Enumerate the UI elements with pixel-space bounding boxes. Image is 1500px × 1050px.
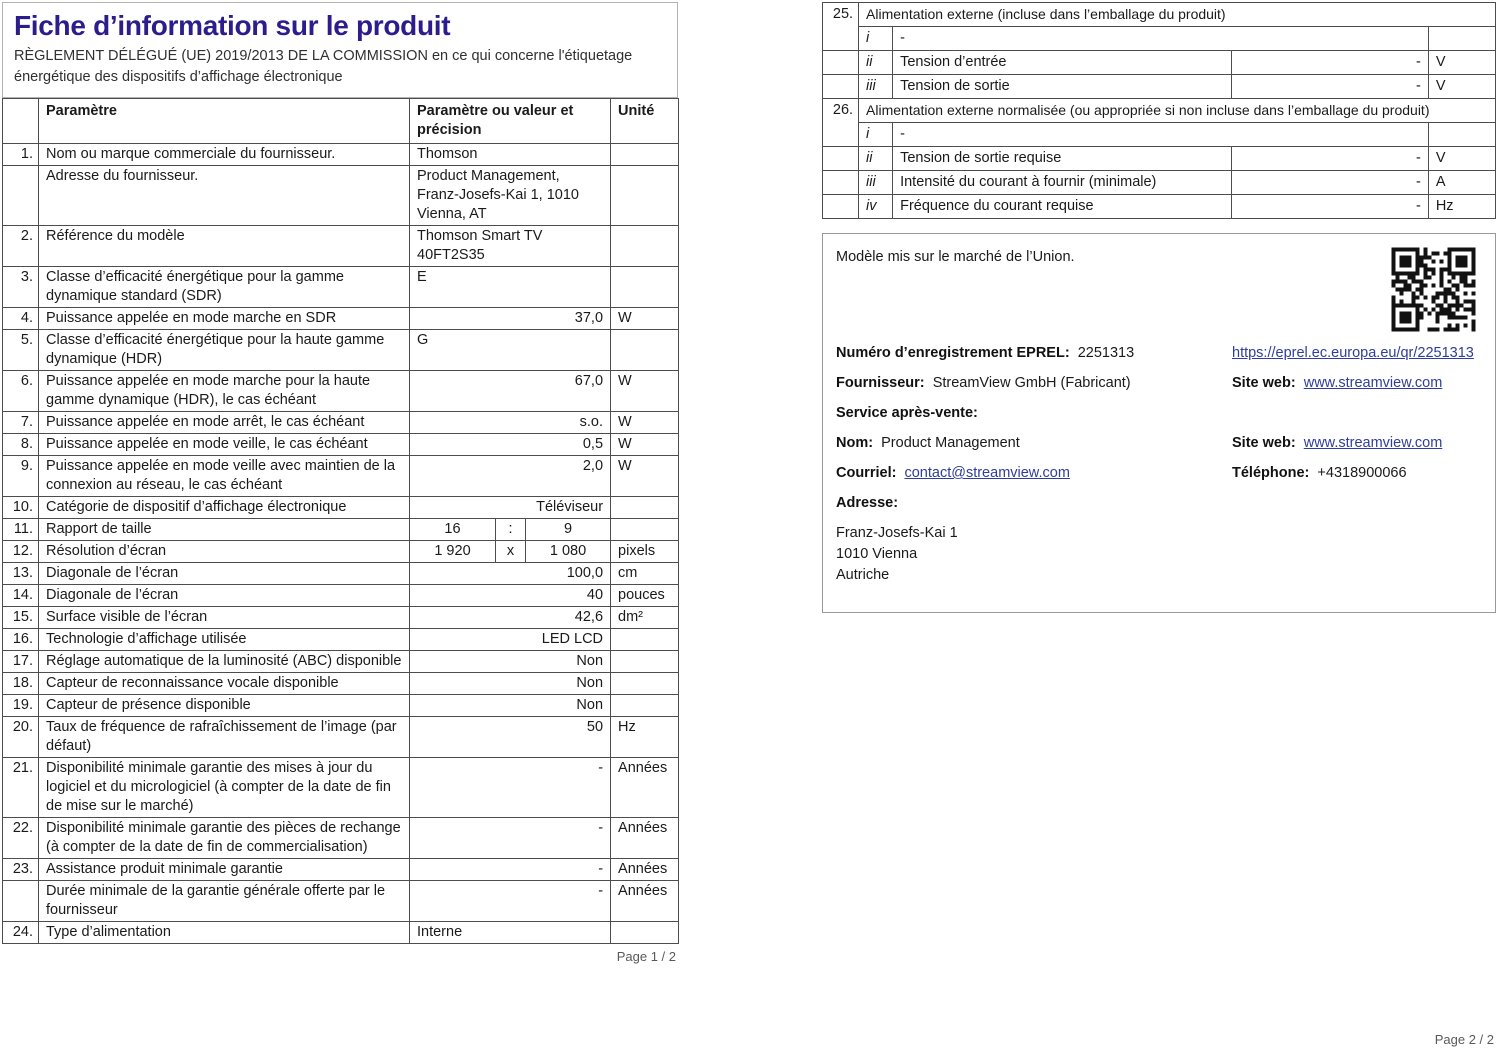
table-row <box>823 27 1496 51</box>
page-title: Fiche d’information sur le produit <box>14 10 451 41</box>
row-numeral: iv <box>859 195 893 219</box>
row-value-sep: x <box>496 541 526 563</box>
row-number: 11. <box>3 519 39 541</box>
row-label: Puissance appelée en mode veille avec maintien de la connexion au réseau, le cas échéant <box>39 456 410 497</box>
row-number: 15. <box>3 607 39 629</box>
row-label: - <box>893 123 1429 147</box>
info-cell <box>836 523 1232 543</box>
row-value: - <box>1231 171 1428 195</box>
row-label: Durée minimale de la garantie générale offerte par le fournisseur <box>39 881 410 922</box>
row-number <box>823 171 859 195</box>
row-label: Puissance appelée en mode veille, le cas échéant <box>39 434 410 456</box>
info-label: Courriel: <box>836 465 897 481</box>
info-cell <box>1232 373 1482 393</box>
row-label: Nom ou marque commerciale du fournisseur. <box>39 144 410 166</box>
row-number: 21. <box>3 758 39 818</box>
page-subtitle: RÈGLEMENT DÉLÉGUÉ (UE) 2019/2013 DE LA COMMISSION en ce qui concerne l'étiquetage énergétique des dispositifs d’affichage électronique <box>14 48 633 85</box>
row-number: 12. <box>3 541 39 563</box>
market-info-box <box>822 233 1496 613</box>
row-unit <box>611 144 679 166</box>
row-value: - <box>410 758 611 818</box>
row-value: G <box>410 330 611 371</box>
row-number: 7. <box>3 412 39 434</box>
page-2 <box>822 2 1496 1046</box>
section-header-row <box>823 3 1496 27</box>
row-label: Réglage automatique de la luminosité (ABC) disponible <box>39 651 410 673</box>
row-label: Disponibilité minimale garantie des pièces de rechange (à compter de la date de fin de commercialisation) <box>39 818 410 859</box>
table-row <box>3 456 679 497</box>
row-number: 19. <box>3 695 39 717</box>
table-row <box>3 412 679 434</box>
table-row <box>823 195 1496 219</box>
section-number: 26. <box>823 99 859 147</box>
table-row <box>3 717 679 758</box>
row-value: - <box>1231 195 1428 219</box>
info-label: Nom: <box>836 435 874 451</box>
row-label: Puissance appelée en mode arrêt, le cas échéant <box>39 412 410 434</box>
row-label: Technologie d’affichage utilisée <box>39 629 410 651</box>
row-number: 23. <box>3 859 39 881</box>
info-row <box>836 544 1482 564</box>
info-link[interactable]: https://eprel.ec.europa.eu/qr/2251313 <box>1232 345 1474 361</box>
row-label: Classe d’efficacité énergétique pour la gamme dynamique standard (SDR) <box>39 267 410 308</box>
row-unit: W <box>611 371 679 412</box>
row-value: - <box>410 859 611 881</box>
header-parametre: Paramètre <box>39 99 410 144</box>
row-value: 42,6 <box>410 607 611 629</box>
row-value: 100,0 <box>410 563 611 585</box>
row-label: Intensité du courant à fournir (minimale) <box>893 171 1231 195</box>
row-unit: W <box>611 412 679 434</box>
info-row <box>836 523 1482 543</box>
row-number: 13. <box>3 563 39 585</box>
row-unit <box>611 695 679 717</box>
info-label: Téléphone: <box>1232 465 1310 481</box>
page-1 <box>2 2 678 964</box>
table-row <box>3 651 679 673</box>
table-row <box>3 166 679 226</box>
row-number <box>823 75 859 99</box>
external-power-table <box>822 2 1496 219</box>
row-label: Adresse du fournisseur. <box>39 166 410 226</box>
info-cell-empty <box>1232 403 1482 423</box>
row-label: Puissance appelée en mode marche pour la haute gamme dynamique (HDR), le cas échéant <box>39 371 410 412</box>
row-numeral: i <box>859 123 893 147</box>
table-row <box>3 818 679 859</box>
row-label: - <box>893 27 1429 51</box>
info-value: 1010 Vienna <box>836 546 918 562</box>
table-row <box>3 226 679 267</box>
row-value-sep: : <box>496 519 526 541</box>
table-row <box>3 308 679 330</box>
info-cell <box>836 565 1232 585</box>
row-value: - <box>1231 51 1428 75</box>
row-unit: Hz <box>611 717 679 758</box>
row-number <box>823 51 859 75</box>
row-unit <box>611 673 679 695</box>
row-number: 20. <box>3 717 39 758</box>
table-row <box>823 123 1496 147</box>
table-row <box>3 519 679 541</box>
row-unit: Années <box>611 859 679 881</box>
info-cell-empty <box>1232 544 1482 564</box>
table-row <box>823 51 1496 75</box>
section-number: 25. <box>823 3 859 51</box>
info-cell <box>836 463 1232 483</box>
row-value: - <box>1231 75 1428 99</box>
info-value: Product Management <box>881 435 1020 451</box>
info-link[interactable]: www.streamview.com <box>1303 435 1443 451</box>
info-link[interactable]: contact@streamview.com <box>904 465 1070 481</box>
table-row <box>3 758 679 818</box>
info-label: Service après-vente: <box>836 405 978 421</box>
info-row <box>836 493 1482 513</box>
info-row <box>836 463 1482 483</box>
row-unit: pixels <box>611 541 679 563</box>
row-unit: Années <box>611 818 679 859</box>
info-row <box>836 433 1482 453</box>
row-unit <box>611 166 679 226</box>
info-value: Autriche <box>836 567 890 583</box>
row-value: s.o. <box>410 412 611 434</box>
row-label: Résolution d’écran <box>39 541 410 563</box>
row-unit <box>611 226 679 267</box>
table-row <box>823 147 1496 171</box>
row-value: - <box>410 881 611 922</box>
header-valeur: Paramètre ou valeur et précision <box>410 99 611 144</box>
page-2-footer: Page 2 / 2 <box>1434 1032 1494 1047</box>
row-value: Téléviseur <box>410 497 611 519</box>
table-row <box>3 434 679 456</box>
table-row <box>3 673 679 695</box>
table-row <box>3 497 679 519</box>
table-header-row <box>3 99 679 144</box>
table-row <box>823 75 1496 99</box>
row-number: 18. <box>3 673 39 695</box>
row-number: 5. <box>3 330 39 371</box>
row-label: Rapport de taille <box>39 519 410 541</box>
row-label: Fréquence du courant requise <box>893 195 1231 219</box>
qr-code-icon <box>1390 246 1477 333</box>
row-label: Référence du modèle <box>39 226 410 267</box>
row-unit <box>611 330 679 371</box>
row-unit: W <box>611 434 679 456</box>
row-label: Tension de sortie requise <box>893 147 1231 171</box>
section-header-row <box>823 99 1496 123</box>
info-box-rows <box>836 343 1482 585</box>
row-value-b: 9 <box>526 519 611 541</box>
table-row <box>823 171 1496 195</box>
row-unit <box>611 519 679 541</box>
table-row <box>3 330 679 371</box>
row-value: 37,0 <box>410 308 611 330</box>
row-unit <box>1428 27 1495 51</box>
info-cell <box>836 544 1232 564</box>
row-numeral: iii <box>859 75 893 99</box>
row-unit: Hz <box>1428 195 1495 219</box>
row-value: 2,0 <box>410 456 611 497</box>
table-row <box>3 695 679 717</box>
row-number: 6. <box>3 371 39 412</box>
info-value: 2251313 <box>1077 345 1135 361</box>
info-cell <box>1232 343 1482 363</box>
row-number: 10. <box>3 497 39 519</box>
info-box-header <box>836 245 1482 343</box>
info-cell <box>836 433 1232 453</box>
row-number: 24. <box>3 922 39 944</box>
info-cell-empty <box>1232 523 1482 543</box>
row-number: 1. <box>3 144 39 166</box>
row-value: Non <box>410 695 611 717</box>
info-value: StreamView GmbH (Fabricant) <box>932 375 1131 391</box>
row-number <box>823 147 859 171</box>
row-value-a: 1 920 <box>410 541 496 563</box>
row-value: E <box>410 267 611 308</box>
row-label: Classe d’efficacité énergétique pour la haute gamme dynamique (HDR) <box>39 330 410 371</box>
row-value: 40 <box>410 585 611 607</box>
row-label: Puissance appelée en mode marche en SDR <box>39 308 410 330</box>
row-unit <box>1428 123 1495 147</box>
row-value-a: 16 <box>410 519 496 541</box>
row-value: 50 <box>410 717 611 758</box>
row-numeral: ii <box>859 51 893 75</box>
info-row <box>836 373 1482 393</box>
row-number: 17. <box>3 651 39 673</box>
row-label: Capteur de présence disponible <box>39 695 410 717</box>
row-unit: W <box>611 308 679 330</box>
row-value: 67,0 <box>410 371 611 412</box>
row-label: Disponibilité minimale garantie des mises à jour du logiciel et du micrologiciel (à compter de la date de fin de mise sur le marché) <box>39 758 410 818</box>
table-row <box>3 585 679 607</box>
row-unit <box>611 497 679 519</box>
row-unit <box>611 651 679 673</box>
row-label: Surface visible de l’écran <box>39 607 410 629</box>
info-cell <box>836 493 1232 513</box>
row-value-b: 1 080 <box>526 541 611 563</box>
row-unit: pouces <box>611 585 679 607</box>
row-label: Assistance produit minimale garantie <box>39 859 410 881</box>
row-numeral: ii <box>859 147 893 171</box>
page-1-footer: Page 1 / 2 <box>616 949 676 964</box>
row-number: 3. <box>3 267 39 308</box>
table-row <box>3 371 679 412</box>
row-label: Taux de fréquence de rafraîchissement de l’image (par défaut) <box>39 717 410 758</box>
table-row <box>3 541 679 563</box>
row-value: Non <box>410 673 611 695</box>
row-numeral: i <box>859 27 893 51</box>
table-row <box>3 144 679 166</box>
section-title: Alimentation externe normalisée (ou appropriée si non incluse dans l’emballage du produit) <box>859 99 1496 123</box>
row-label: Catégorie de dispositif d’affichage électronique <box>39 497 410 519</box>
info-link[interactable]: www.streamview.com <box>1303 375 1443 391</box>
info-label: Numéro d’enregistrement EPREL: <box>836 345 1070 361</box>
row-value: LED LCD <box>410 629 611 651</box>
row-number <box>3 881 39 922</box>
section-title: Alimentation externe (incluse dans l’emballage du produit) <box>859 3 1496 27</box>
info-label: Adresse: <box>836 495 899 511</box>
row-value: Product Management, Franz-Josefs-Kai 1, 1010 Vienna, AT <box>410 166 611 226</box>
row-unit: A <box>1428 171 1495 195</box>
table-row <box>3 607 679 629</box>
info-label: Fournisseur: <box>836 375 925 391</box>
title-box <box>2 2 678 98</box>
row-value: Non <box>410 651 611 673</box>
table-row <box>3 267 679 308</box>
row-value: - <box>1231 147 1428 171</box>
info-cell <box>1232 433 1482 453</box>
info-row <box>836 343 1482 363</box>
row-label: Diagonale de l’écran <box>39 585 410 607</box>
row-value: 0,5 <box>410 434 611 456</box>
table-row <box>3 881 679 922</box>
product-parameters-table <box>2 98 679 944</box>
row-value: Thomson Smart TV 40FT2S35 <box>410 226 611 267</box>
row-number: 16. <box>3 629 39 651</box>
info-cell-empty <box>1232 565 1482 585</box>
row-number: 4. <box>3 308 39 330</box>
row-label: Tension de sortie <box>893 75 1231 99</box>
info-label: Site web: <box>1232 375 1296 391</box>
info-row <box>836 565 1482 585</box>
row-number: 9. <box>3 456 39 497</box>
row-number: 8. <box>3 434 39 456</box>
row-number: 2. <box>3 226 39 267</box>
table-row <box>3 629 679 651</box>
row-number: 22. <box>3 818 39 859</box>
info-row <box>836 403 1482 423</box>
row-unit <box>611 267 679 308</box>
row-unit: Années <box>611 881 679 922</box>
row-unit: W <box>611 456 679 497</box>
row-label: Tension d’entrée <box>893 51 1231 75</box>
row-unit: V <box>1428 75 1495 99</box>
info-value: +4318900066 <box>1317 465 1407 481</box>
info-cell <box>1232 463 1482 483</box>
table-row <box>3 859 679 881</box>
row-unit <box>611 922 679 944</box>
row-number <box>3 166 39 226</box>
table-row <box>3 563 679 585</box>
row-unit: V <box>1428 51 1495 75</box>
row-value: Interne <box>410 922 611 944</box>
row-number: 14. <box>3 585 39 607</box>
row-number <box>823 195 859 219</box>
info-cell <box>836 373 1232 393</box>
row-unit <box>611 629 679 651</box>
table-row <box>3 922 679 944</box>
info-value: Franz-Josefs-Kai 1 <box>836 525 958 541</box>
row-unit: dm² <box>611 607 679 629</box>
row-label: Diagonale de l’écran <box>39 563 410 585</box>
union-market-note: Modèle mis sur le marché de l’Union. <box>836 249 1075 265</box>
header-unite: Unité <box>611 99 679 144</box>
info-label: Site web: <box>1232 435 1296 451</box>
row-unit: cm <box>611 563 679 585</box>
row-unit: Années <box>611 758 679 818</box>
row-value: - <box>410 818 611 859</box>
row-label: Type d’alimentation <box>39 922 410 944</box>
info-cell <box>836 403 1232 423</box>
info-cell <box>836 343 1232 363</box>
row-unit: V <box>1428 147 1495 171</box>
row-value: Thomson <box>410 144 611 166</box>
row-numeral: iii <box>859 171 893 195</box>
row-label: Capteur de reconnaissance vocale disponible <box>39 673 410 695</box>
header-empty <box>3 99 39 144</box>
info-cell-empty <box>1232 493 1482 513</box>
